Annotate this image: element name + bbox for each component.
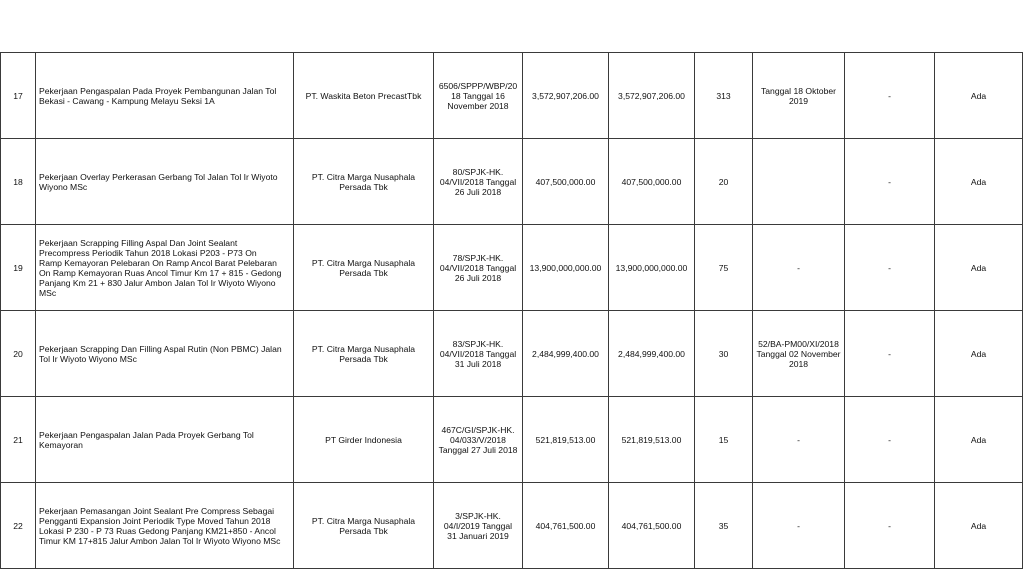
table-row [1, 397, 1023, 483]
duration-days-cell: 30 [695, 311, 753, 397]
contract-value-cell: 2,484,999,400.00 [523, 311, 609, 397]
work-description-cell-line: Pekerjaan Pengaspalan Pada Proyek Pembangunan Jalan Tol [39, 85, 277, 96]
handover-cell-line: 52/BA-PM00/XI/2018 [758, 338, 839, 349]
contract-reference-cell-line: 26 Juli 2018 [454, 272, 502, 283]
contract-reference-cell-line: 78/SPJK-HK. [452, 252, 504, 263]
document-status-cell: Ada [935, 397, 1023, 483]
duration-days-cell: 20 [695, 139, 753, 225]
contract-reference-cell-line: Tanggal 27 Juli 2018 [438, 444, 518, 455]
company-cell-line: Persada Tbk [339, 181, 388, 192]
company-cell-line: PT Girder Indonesia [325, 434, 402, 445]
work-description-cell-line: Pekerjaan Pengaspalan Jalan Pada Proyek Gerbang Tol [39, 429, 254, 440]
realization-value-cell: 521,819,513.00 [609, 397, 695, 483]
company-cell-line: PT. Citra Marga Nusaphala [311, 257, 416, 268]
contract-reference-cell-line: 04/033/V/2018 [450, 434, 506, 445]
document-status-cell: Ada [935, 139, 1023, 225]
handover-cell-line: 2019 [788, 95, 809, 106]
contract-reference-cell-line: 31 Juli 2018 [454, 358, 502, 369]
duration-days-cell: 313 [695, 53, 753, 139]
handover-cell-line: - [797, 520, 800, 531]
handover-cell-line: Tanggal 18 Oktober [760, 85, 836, 96]
company-cell [294, 225, 434, 311]
contract-value-cell: 404,761,500.00 [523, 483, 609, 569]
document-status-cell: Ada [935, 53, 1023, 139]
contract-reference-cell-line: 6506/SPPP/WBP/20 [438, 80, 518, 91]
company-cell-line: PT. Citra Marga Nusaphala [311, 171, 416, 182]
document-status-cell: Ada [935, 311, 1023, 397]
document-status-cell: Ada [935, 225, 1023, 311]
contract-reference-cell-line: 80/SPJK-HK. [452, 166, 504, 177]
contract-reference-cell [434, 311, 523, 397]
table-row [1, 311, 1023, 397]
work-description-cell-line: Timur KM 17+815 Jalur Ambon Jalan Tol Ir Wiyoto Wiyono MSc [39, 535, 281, 546]
handover-cell [753, 311, 845, 397]
handover-cell-line: - [797, 262, 800, 273]
document-status-cell: Ada [935, 483, 1023, 569]
realization-value-cell: 3,572,907,206.00 [609, 53, 695, 139]
work-description-cell-line: Lokasi P 230 - P 73 Ruas Gedong Panjang KM21+850 - Ancol [39, 525, 276, 536]
row-number-cell: 18 [1, 139, 36, 225]
note-cell: - [845, 483, 935, 569]
work-description-cell-line: Ramp Kemayoran Pelebaran On Ramp Ancol Barat Pelebaran [39, 257, 277, 268]
contract-reference-cell-line: 04/VII/2018 Tanggal [439, 176, 517, 187]
contract-reference-cell-line: 04/VII/2018 Tanggal [439, 262, 517, 273]
row-number-cell: 22 [1, 483, 36, 569]
contract-reference-cell [434, 53, 523, 139]
work-description-cell [36, 53, 294, 139]
row-number-cell: 20 [1, 311, 36, 397]
contract-reference-cell-line: November 2018 [447, 100, 509, 111]
contract-value-cell: 407,500,000.00 [523, 139, 609, 225]
contract-reference-cell-line: 3/SPJK-HK. [455, 510, 501, 521]
contract-reference-cell [434, 397, 523, 483]
duration-days-cell: 35 [695, 483, 753, 569]
contract-table [0, 52, 1023, 569]
handover-cell-line: - [797, 434, 800, 445]
table-row [1, 53, 1023, 139]
handover-cell-line: Tanggal 02 November [756, 348, 841, 359]
contract-value-cell: 521,819,513.00 [523, 397, 609, 483]
work-description-cell-line: Panjang Km 21 + 830 Jalur Ambon Jalan Tol Ir Wiyoto Wiyono [39, 277, 276, 288]
work-description-cell-line: On Ramp Kemayoran Ruas Ancol Timur Km 17 + 815 - Gedong [39, 267, 282, 278]
handover-cell [753, 139, 845, 225]
company-cell-line: PT. Citra Marga Nusaphala [311, 343, 416, 354]
company-cell [294, 53, 434, 139]
work-description-cell-line: Precompress Periodik Tahun 2018 Lokasi P203 - P73 On [39, 247, 257, 258]
contract-reference-cell-line: 26 Juli 2018 [454, 186, 502, 197]
note-cell: - [845, 53, 935, 139]
realization-value-cell: 2,484,999,400.00 [609, 311, 695, 397]
work-description-cell [36, 225, 294, 311]
handover-cell [753, 483, 845, 569]
handover-cell [753, 225, 845, 311]
work-description-cell-line: Pekerjaan Scrapping Dan Filling Aspal Rutin (Non PBMC) Jalan [39, 343, 282, 354]
realization-value-cell: 13,900,000,000.00 [609, 225, 695, 311]
table-row [1, 483, 1023, 569]
contract-reference-cell-line: 31 Januari 2019 [447, 530, 509, 541]
handover-cell [753, 53, 845, 139]
row-number-cell: 21 [1, 397, 36, 483]
contract-reference-cell-line: 83/SPJK-HK. [452, 338, 504, 349]
contract-reference-cell-line: 467C/GI/SPJK-HK. [441, 424, 515, 435]
work-description-cell-line: Bekasi - Cawang - Kampung Melayu Seksi 1A [39, 95, 215, 106]
row-number-cell: 17 [1, 53, 36, 139]
work-description-cell-line: Pekerjaan Scrapping Filling Aspal Dan Joint Sealant [39, 237, 238, 248]
contract-reference-cell-line: 04/I/2019 Tanggal [443, 520, 513, 531]
company-cell-line: PT. Citra Marga Nusaphala [311, 515, 416, 526]
handover-cell [753, 397, 845, 483]
work-description-cell-line: Kemayoran [39, 439, 83, 450]
realization-value-cell: 404,761,500.00 [609, 483, 695, 569]
contract-reference-cell [434, 139, 523, 225]
contract-reference-cell [434, 483, 523, 569]
work-description-cell-line: Pengganti Expansion Joint Periodik Type Moved Tahun 2018 [39, 515, 271, 526]
company-cell [294, 311, 434, 397]
duration-days-cell: 75 [695, 225, 753, 311]
realization-value-cell: 407,500,000.00 [609, 139, 695, 225]
company-cell-line: Persada Tbk [339, 353, 388, 364]
contract-reference-cell [434, 225, 523, 311]
company-cell-line: PT. Waskita Beton PrecastTbk [305, 90, 422, 101]
duration-days-cell: 15 [695, 397, 753, 483]
handover-cell-line: 2018 [788, 358, 809, 369]
contract-value-cell: 3,572,907,206.00 [523, 53, 609, 139]
company-cell-line: Persada Tbk [339, 525, 388, 536]
company-cell [294, 483, 434, 569]
work-description-cell [36, 139, 294, 225]
work-description-cell [36, 397, 294, 483]
note-cell: - [845, 311, 935, 397]
contract-value-cell: 13,900,000,000.00 [523, 225, 609, 311]
table-row [1, 225, 1023, 311]
company-cell-line: Persada Tbk [339, 267, 388, 278]
work-description-cell-line: Pekerjaan Overlay Perkerasan Gerbang Tol Jalan Tol Ir Wiyoto [39, 171, 278, 182]
contract-reference-cell-line: 04/VII/2018 Tanggal [439, 348, 517, 359]
work-description-cell [36, 311, 294, 397]
work-description-cell-line: Pekerjaan Pemasangan Joint Sealant Pre Compress Sebagai [39, 505, 275, 516]
note-cell: - [845, 225, 935, 311]
contract-reference-cell-line: 18 Tanggal 16 [451, 90, 505, 101]
company-cell [294, 139, 434, 225]
work-description-cell-line: Wiyono MSc [39, 181, 88, 192]
row-number-cell: 19 [1, 225, 36, 311]
company-cell [294, 397, 434, 483]
note-cell: - [845, 397, 935, 483]
table-row [1, 139, 1023, 225]
work-description-cell-line: MSc [39, 287, 57, 298]
work-description-cell [36, 483, 294, 569]
work-description-cell-line: Tol Ir Wiyoto Wiyono MSc [39, 353, 137, 364]
note-cell: - [845, 139, 935, 225]
